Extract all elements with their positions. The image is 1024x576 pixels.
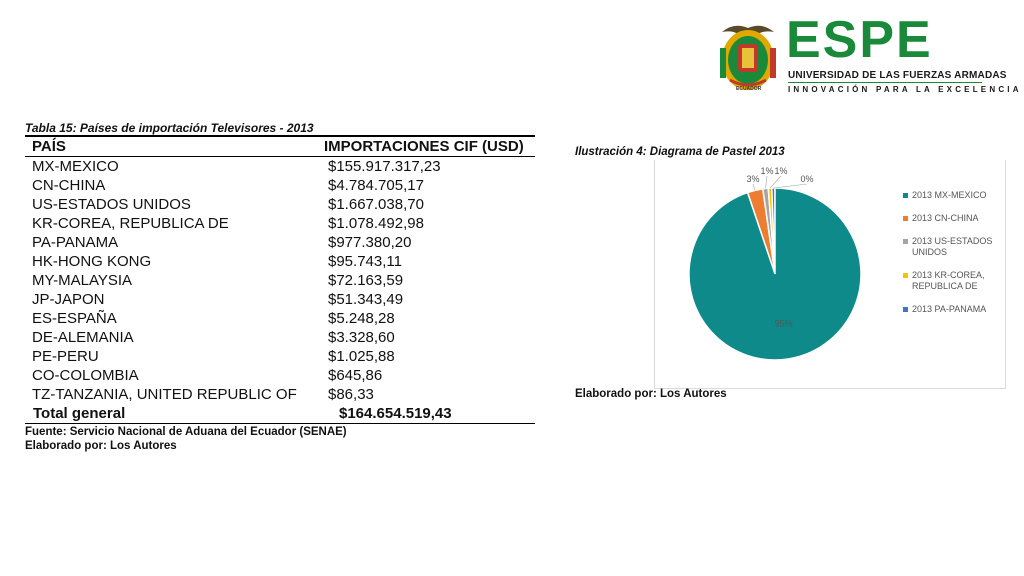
pie-chart-frame: [654, 160, 1006, 389]
logo-tagline: INNOVACIÓN PARA LA EXCELENCIA: [788, 85, 1022, 94]
legend-swatch: [903, 216, 908, 221]
row-country: HK-HONG KONG: [32, 253, 152, 270]
logo-university-name: UNIVERSIDAD DE LAS FUERZAS ARMADAS: [788, 70, 1007, 81]
row-import-value: $3.328,60: [328, 329, 395, 346]
legend-item: [903, 270, 1003, 292]
legend-swatch: [903, 273, 908, 278]
row-import-value: $977.380,20: [328, 234, 412, 251]
crest-icon: [712, 18, 784, 94]
espe-logo: [712, 11, 1022, 96]
pie-data-label: 1%: [774, 166, 788, 176]
table-row: [25, 328, 535, 347]
row-import-value: $1.025,88: [328, 348, 395, 365]
row-country: KR-COREA, REPUBLICA DE: [32, 215, 229, 232]
legend-item: [903, 213, 1003, 224]
table-header-row: [25, 137, 535, 157]
row-country: TZ-TANZANIA, UNITED REPUBLIC OF: [32, 386, 297, 403]
table-row: [25, 309, 535, 328]
row-country: PA-PANAMA: [32, 234, 119, 251]
legend-label: 2013 CN-CHINA: [912, 213, 979, 223]
legend-label: 2013 KR-COREA, REPUBLICA DE: [912, 270, 985, 291]
pie-leader-line: [766, 176, 767, 189]
illustration-caption: Ilustración 4: Diagrama de Pastel 2013: [575, 146, 785, 158]
logo-divider: [788, 82, 982, 83]
legend-swatch: [903, 239, 908, 244]
row-import-value: $51.343,49: [328, 291, 404, 308]
row-import-value: $5.248,28: [328, 310, 395, 327]
row-country: ES-ESPAÑA: [32, 310, 117, 327]
table-row: [25, 195, 535, 214]
legend-item: [903, 190, 1003, 201]
pie-slice: [689, 188, 861, 360]
chart-elaborated-text: Elaborado por: Los Autores: [575, 388, 727, 400]
table-row: [25, 214, 535, 233]
table-source-notes: [25, 425, 347, 453]
chart-legend: [903, 190, 1003, 327]
legend-label: 2013 US-ESTADOS UNIDOS: [912, 236, 993, 257]
pie-data-label: 1%: [760, 166, 774, 176]
legend-label: 2013 PA-PANAMA: [912, 304, 987, 314]
table-row: [25, 271, 535, 290]
row-country: PE-PERU: [32, 348, 99, 365]
row-import-value: $645,86: [328, 367, 383, 384]
source-text: Fuente: Servicio Nacional de Aduana del Ecuador (SENAE): [25, 426, 347, 438]
legend-item: [903, 304, 1003, 315]
row-import-value: $1.667.038,70: [328, 196, 424, 213]
row-import-value: $1.078.492,98: [328, 215, 424, 232]
row-import-value: $72.163,59: [328, 272, 404, 289]
row-country: DE-ALEMANIA: [32, 329, 134, 346]
row-country: MY-MALAYSIA: [32, 272, 133, 289]
table-row: [25, 157, 535, 177]
row-country: CO-COLOMBIA: [32, 367, 139, 384]
table-row: [25, 233, 535, 252]
imports-table: [25, 135, 535, 424]
row-import-value: $95.743,11: [328, 253, 402, 270]
legend-swatch: [903, 193, 908, 198]
pie-leader-line: [753, 184, 755, 190]
legend-swatch: [903, 307, 908, 312]
row-import-value: $4.784.705,17: [328, 177, 424, 194]
row-import-value: $155.917.317,23: [328, 158, 441, 175]
table-row: [25, 252, 535, 271]
total-value: $164.654.519,43: [318, 404, 535, 424]
crest-label: ECUADOR: [736, 86, 762, 92]
logo-wordmark: ESPE: [786, 11, 933, 69]
table-total-row: [25, 404, 535, 424]
row-country: MX-MEXICO: [32, 158, 119, 175]
legend-item: [903, 236, 1003, 258]
table-row: [25, 385, 535, 404]
pie-data-label: 95%: [774, 318, 793, 329]
header-country: PAÍS: [25, 137, 318, 157]
legend-label: 2013 MX-MEXICO: [912, 190, 987, 200]
table-body: [25, 157, 535, 405]
total-label: Total general: [25, 404, 318, 424]
table-row: [25, 176, 535, 195]
table-row: [25, 290, 535, 309]
table-caption: Tabla 15: Países de importación Televisores - 2013: [25, 121, 314, 135]
pie-data-label: 3%: [746, 174, 760, 184]
pie-data-label: 0%: [800, 174, 814, 184]
table-row: [25, 366, 535, 385]
row-import-value: $86,33: [328, 386, 374, 403]
elaborated-text: Elaborado por: Los Autores: [25, 440, 177, 452]
pie-leader-line: [773, 184, 807, 188]
row-country: CN-CHINA: [32, 177, 106, 194]
table-row: [25, 347, 535, 366]
pie-leader-line: [770, 176, 781, 188]
row-country: JP-JAPON: [32, 291, 105, 308]
pie-chart: [655, 160, 903, 388]
row-country: US-ESTADOS UNIDOS: [32, 196, 191, 213]
header-imports: IMPORTACIONES CIF (USD): [318, 137, 535, 157]
